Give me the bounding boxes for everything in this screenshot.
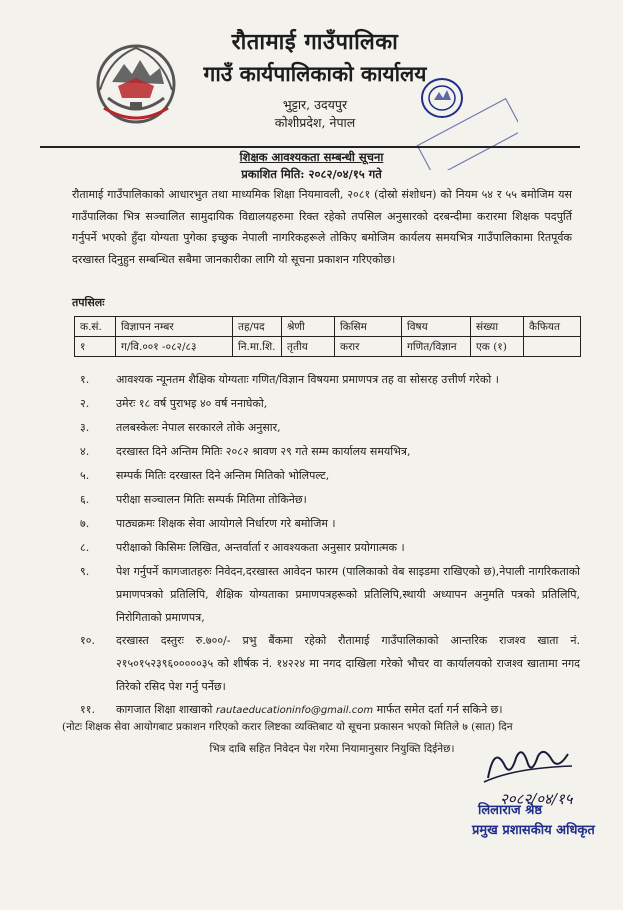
table-cell [524,337,581,357]
table-row [75,337,581,357]
item-number: ७. [80,517,90,530]
item-text: पेश गर्नुपर्ने कागजातहरुः निवेदन,दरखास्त आवेदन फारम (पालिकाको वेब साइडमा राखिएको छ),नेपाली नागरिकताको प्रमाणपत्रको प्रतिलिपि, शैक्षिक योग्यताका प्रमाणपत्रहरूको प्रतिलिपि,स्थायी अध्यापन अनुमति पत्रको प्रतिलिपि, निरोगिताको प्रमाणपत्र, [116,565,580,624]
table-cell: ग/वि.००१ -०८२/८३ [116,337,233,357]
item-text: मार्फत समेत दर्ता गर्न सकिने छ। [376,703,503,716]
address-line-1: भुट्टार, उदयपुर [282,97,348,112]
item-number: ९. [80,565,90,578]
item-number: ४. [80,445,90,458]
list-item [80,512,580,536]
conditions-list [80,368,580,723]
letterhead [190,26,440,132]
item-number: ६. [80,493,90,506]
table-header-cell: श्रेणी [282,317,335,337]
header-divider [40,146,580,148]
table-header-cell: कैफियत [524,317,581,337]
signatory-title: प्रमुख प्रशासकीय अधिकृत [472,823,595,838]
item-number: ५. [80,469,90,482]
list-item [80,368,580,392]
item-number: ११. [80,703,95,716]
item-text: कागजात शिक्षा शाखाको [116,703,213,716]
vacancy-table [74,316,581,357]
list-item [80,392,580,416]
table-cell: गणित/विज्ञान [402,337,471,357]
item-text: तलबस्केलः नेपाल सरकारले तोके अनुसार, [116,421,281,434]
table-header-cell: विषय [402,317,471,337]
tapsil-label: तपसिलः [72,296,105,309]
note-line-1: (नोटः शिक्षक सेवा आयोगबाट प्रकाशन गरिएको करार लिष्टका व्यक्तिबाट यो सूचना प्रकासन भएको मितिले ७ (सात) दिन [62,721,513,733]
intro-paragraph: रौतामाई गाउँपालिकाको आधारभुत तथा माध्यमिक शिक्षा नियमावली, २०८१ (दोस्रो संशोधन) को नियम ५४ र ५५ बमोजिम यस गाउँपालिका भित्र सञ्चालित सामुदायिक विद्यालयहरुमा रिक्त रहेको तपसिल अनुसारको दरबन्दीमा करारमा शिक्षक पदपुर्ति गर्नुपर्ने भएको हुँदा योग्यता पुगेका इच्छुक नेपाली नागरिकहरूले तोकिए बमोजिम कार्यलय समयभित्र गाउँपालिकामा रितपूर्वक दरखास्त दिनुहुन सम्बन्धित सबैमा जानकारीका लागि यो सूचना प्रकाशन गरिएकोछ। [72,188,572,266]
signature-date: २०८२/०४/१५ [500,790,573,808]
table-cell: नि.मा.शि. [233,337,282,357]
item-text: परीक्षा सञ्चालन मितिः सम्पर्क मितिमा तोकिनेछ। [116,493,307,506]
item-text: दरखास्त दिने अन्तिम मितिः २०८२ श्रावण २९ गते सम्म कार्यालय समयभित्र, [116,445,411,458]
item-text: पाठ्यक्रमः शिक्षक सेवा आयोगले निर्धारण गरे बमोजिम । [116,517,336,530]
item-number: १. [80,373,90,386]
contact-email-link[interactable]: rautaeducationinfo@gmail.com [215,705,374,716]
item-number: १०. [80,634,95,647]
table-cell: १ [75,337,116,357]
item-text: सम्पर्क मितिः दरखास्त दिने अन्तिम मितिको भोलिपल्ट, [116,469,330,482]
list-item [80,464,580,488]
list-item [80,560,580,629]
table-cell: करार [335,337,402,357]
nepal-emblem-icon [90,38,182,128]
item-number: ३. [80,421,90,434]
list-item [80,536,580,560]
item-text: दरखास्त दस्तुरः रु.७००/- प्रभु बैंकमा रहेको रौतामाई गाउँपालिकाको आन्तरिक राजश्व खाता नं. २१५०१५२३९६०००००३५ को शीर्षक नं. १४२२४ मा नगद दाखिला गरेको भौचर वा कार्यालयको राजश्व खातामा नगद तिरेको रसिद पेश गर्नु पर्नेछ। [116,634,580,693]
list-item [80,416,580,440]
item-text: आवश्यक न्यूनतम शैक्षिक योग्यताः गणित/विज्ञान विषयमा प्रमाणपत्र तह वा सोसरह उत्तीर्ण गरेको । [116,373,499,386]
table-header-cell: क.सं. [75,317,116,337]
table-cell: तृतीय [282,337,335,357]
item-number: २. [80,397,90,410]
table-header-cell: संख्या [471,317,524,337]
signatory-name: लिलाराज श्रेष्ठ [478,803,543,818]
notice-subject: शिक्षक आवश्यकता सम्बन्धी सूचना [239,150,384,164]
item-number: ८. [80,541,90,554]
note-line-2: भित्र दाबि सहित निवेदन पेश गरेमा नियामानुसार नियुक्ति दिईनेछ। [209,743,455,755]
list-item [80,629,580,698]
item-text: उमेरः १८ वर्ष पुराभइ ४० वर्ष ननाघेको, [116,397,268,410]
table-header-cell: विज्ञापन नम्बर [116,317,233,337]
address-line-2: कोशीप्रदेश, नेपाल [274,115,356,130]
table-header-cell: तह/पद [233,317,282,337]
table-cell: एक (१) [471,337,524,357]
table-header-cell: किसिम [335,317,402,337]
org-name: रौतामाई गाउँपालिका [231,29,399,55]
item-text: परीक्षाको किसिमः लिखित, अन्तर्वार्ता र आवश्यकता अनुसार प्रयोगात्मक । [116,541,405,554]
list-item [80,488,580,512]
office-name: गाउँ कार्यपालिकाको कार्यालय [203,61,427,86]
published-date: प्रकाशित मिति: २०८२/०४/१५ गते [241,167,382,181]
table-header-row [75,317,581,337]
list-item [80,440,580,464]
